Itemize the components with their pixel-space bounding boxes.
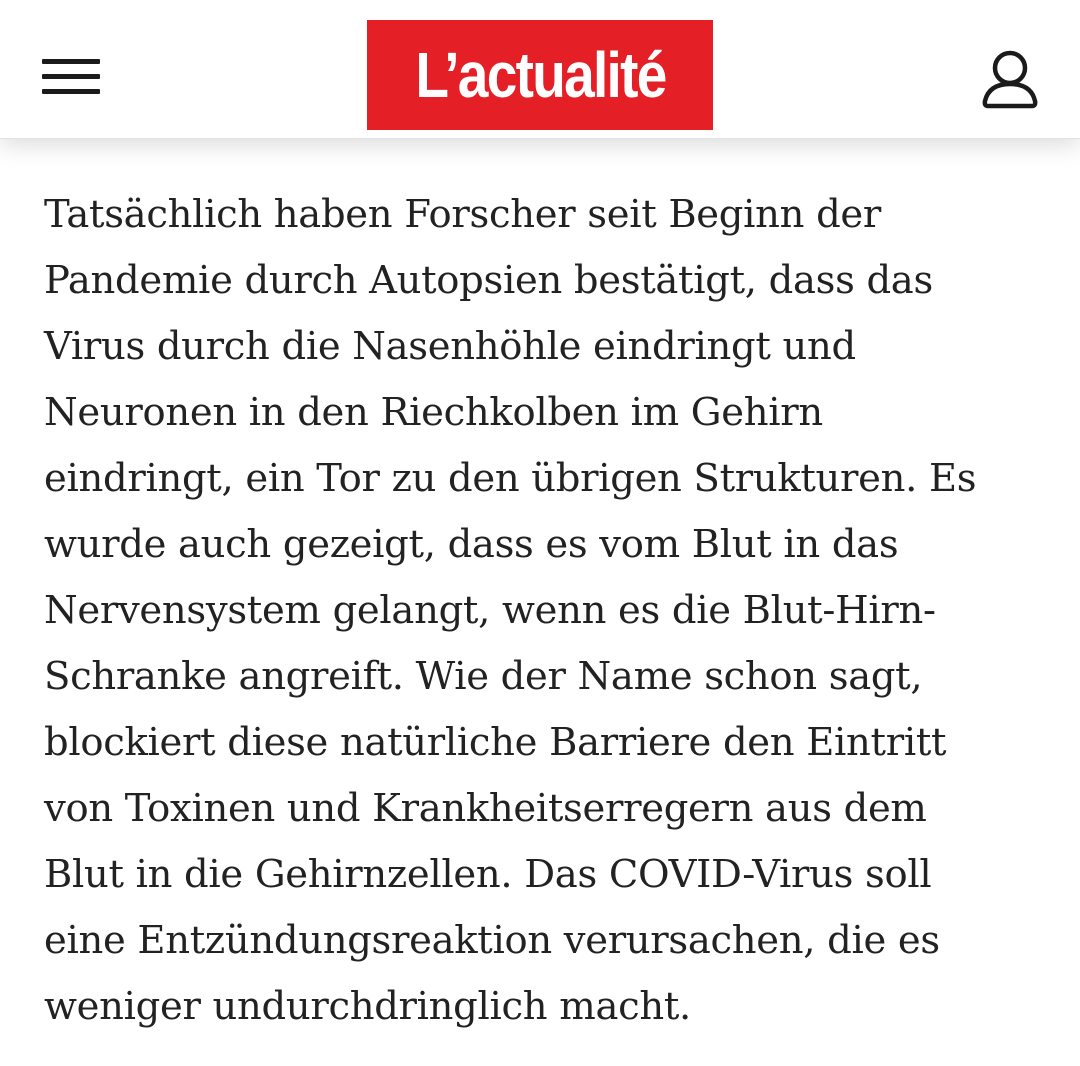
article-line: von Toxinen und Krankheitserregern aus dem	[44, 786, 927, 831]
article-line: Neuronen in den Riechkolben im Gehirn	[44, 390, 823, 435]
article-line: Blut in die Gehirnzellen. Das COVID-Virus soll	[44, 852, 932, 897]
article-line: blockiert diese natürliche Barriere den Eintritt	[44, 720, 947, 765]
site-header	[0, 0, 1080, 139]
article-line: Pandemie durch Autopsien bestätigt, dass das	[44, 258, 933, 303]
article-body	[44, 182, 1044, 1040]
user-account-icon	[980, 48, 1040, 110]
article-line: eindringt, ein Tor zu den übrigen Strukturen. Es	[44, 456, 977, 501]
article-line: weniger undurchdringlich macht.	[44, 984, 691, 1029]
hamburger-menu-button[interactable]	[42, 57, 100, 95]
article-line: Schranke angreift. Wie der Name schon sagt,	[44, 654, 923, 699]
article-line: Nervensystem gelangt, wenn es die Blut-Hirn-	[44, 588, 936, 633]
site-logo[interactable]	[367, 20, 713, 130]
article-line: wurde auch gezeigt, dass es vom Blut in das	[44, 522, 899, 567]
article-line: eine Entzündungsreaktion verursachen, die es	[44, 918, 940, 963]
account-button[interactable]	[980, 48, 1040, 110]
site-logo-text: L’actualité	[414, 39, 666, 111]
article-line: Virus durch die Nasenhöhle eindringt und	[44, 324, 856, 369]
article-line: Tatsächlich haben Forscher seit Beginn der	[44, 192, 882, 237]
